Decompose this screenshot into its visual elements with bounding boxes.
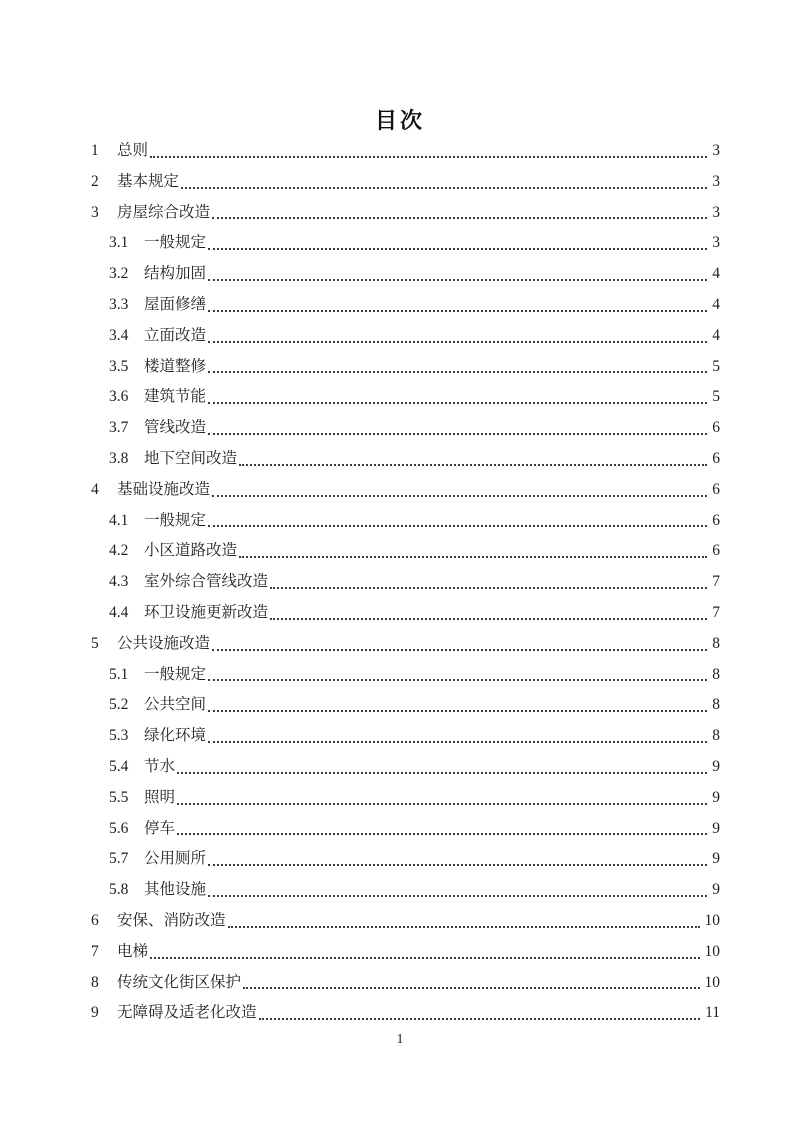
toc-entry-number: 4 bbox=[91, 480, 99, 498]
toc-entry[interactable] bbox=[91, 536, 720, 567]
toc-dot-leader bbox=[226, 906, 705, 937]
toc-entry[interactable] bbox=[91, 875, 720, 906]
toc-entry-number: 3.8 bbox=[109, 449, 129, 467]
toc-dot-leader bbox=[206, 290, 712, 321]
toc-dot-leader bbox=[206, 506, 712, 537]
toc-entry-number: 4.1 bbox=[109, 511, 129, 529]
toc-entry-number: 5.1 bbox=[109, 665, 129, 683]
toc-dot-leader bbox=[206, 228, 712, 259]
toc-entry-label: 一般规定 bbox=[144, 234, 207, 252]
toc-dot-leader bbox=[148, 136, 712, 167]
toc-entry-number: 9 bbox=[91, 1004, 99, 1022]
toc-entry-number: 5.7 bbox=[109, 850, 129, 868]
toc-entry-page-number: 5 bbox=[712, 388, 720, 406]
toc-entry-label: 绿化环境 bbox=[144, 727, 207, 745]
toc-entry-label: 结构加固 bbox=[144, 265, 207, 283]
toc-entry-page-number: 7 bbox=[712, 573, 720, 591]
toc-entry[interactable] bbox=[91, 198, 720, 229]
toc-list bbox=[91, 136, 720, 1029]
toc-entry-number: 6 bbox=[91, 911, 99, 929]
toc-dot-leader bbox=[175, 752, 712, 783]
toc-entry-label: 一般规定 bbox=[144, 511, 207, 529]
toc-entry[interactable] bbox=[91, 475, 720, 506]
toc-entry-page-number: 6 bbox=[712, 511, 720, 529]
toc-entry[interactable] bbox=[91, 444, 720, 475]
toc-entry-page-number: 4 bbox=[712, 265, 720, 283]
footer-page-number: 1 bbox=[396, 1032, 404, 1047]
toc-entry-number: 3.3 bbox=[109, 295, 129, 313]
toc-entry-number: 5.4 bbox=[109, 757, 129, 775]
toc-entry-label: 屋面修缮 bbox=[144, 295, 207, 313]
toc-entry-label: 节水 bbox=[144, 757, 176, 775]
toc-entry-page-number: 9 bbox=[712, 850, 720, 868]
toc-dot-leader bbox=[206, 875, 712, 906]
toc-dot-leader bbox=[237, 444, 712, 475]
toc-entry-page-number: 3 bbox=[712, 203, 720, 221]
toc-entry[interactable] bbox=[91, 506, 720, 537]
toc-entry-number: 1 bbox=[91, 142, 99, 159]
toc-entry[interactable] bbox=[91, 844, 720, 875]
toc-dot-leader bbox=[206, 690, 712, 721]
toc-dot-leader bbox=[237, 536, 712, 567]
toc-entry-page-number: 4 bbox=[712, 295, 720, 313]
toc-entry[interactable] bbox=[91, 598, 720, 629]
toc-entry-page-number: 8 bbox=[712, 634, 720, 652]
toc-entry[interactable] bbox=[91, 968, 720, 999]
toc-entry-page-number: 3 bbox=[712, 142, 720, 159]
toc-entry-number: 8 bbox=[91, 973, 99, 991]
toc-dot-leader bbox=[241, 968, 704, 999]
toc-entry[interactable] bbox=[91, 228, 720, 259]
toc-entry-label: 公用厕所 bbox=[144, 850, 207, 868]
toc-entry[interactable] bbox=[91, 783, 720, 814]
toc-entry-page-number: 9 bbox=[712, 788, 720, 806]
toc-entry-page-number: 9 bbox=[712, 819, 720, 837]
toc-dot-leader bbox=[148, 937, 704, 968]
toc-entry-label: 公共空间 bbox=[144, 696, 207, 714]
toc-entry-number: 5.5 bbox=[109, 788, 129, 806]
toc-entry-number: 7 bbox=[91, 942, 99, 960]
toc-entry-number: 2 bbox=[91, 172, 99, 190]
toc-entry[interactable] bbox=[91, 321, 720, 352]
toc-entry-page-number: 10 bbox=[704, 911, 720, 929]
toc-entry[interactable] bbox=[91, 413, 720, 444]
toc-entry-label: 传统文化街区保护 bbox=[117, 973, 242, 991]
toc-entry-number: 3.1 bbox=[109, 234, 129, 252]
toc-entry-number: 3.4 bbox=[109, 326, 129, 344]
toc-entry-label: 电梯 bbox=[117, 942, 149, 960]
toc-entry-page-number: 8 bbox=[712, 696, 720, 714]
toc-entry-number: 5.2 bbox=[109, 696, 129, 714]
toc-entry-page-number: 6 bbox=[712, 419, 720, 437]
toc-entry-page-number: 8 bbox=[712, 727, 720, 745]
toc-dot-leader bbox=[210, 629, 712, 660]
toc-entry-label: 地下空间改造 bbox=[144, 449, 238, 467]
toc-entry[interactable] bbox=[91, 660, 720, 691]
toc-entry-page-number: 10 bbox=[704, 942, 720, 960]
toc-entry-number: 5.8 bbox=[109, 881, 129, 899]
toc-entry[interactable] bbox=[91, 629, 720, 660]
toc-entry-label: 其他设施 bbox=[144, 881, 207, 899]
toc-entry[interactable] bbox=[91, 814, 720, 845]
toc-entry-label: 一般规定 bbox=[144, 665, 207, 683]
toc-entry[interactable] bbox=[91, 906, 720, 937]
toc-dot-leader bbox=[268, 567, 712, 598]
toc-entry-number: 3.2 bbox=[109, 265, 129, 283]
page-title: 目次 bbox=[374, 108, 425, 133]
toc-dot-leader bbox=[179, 167, 712, 198]
toc-entry-number: 5 bbox=[91, 634, 99, 652]
toc-dot-leader bbox=[175, 814, 712, 845]
toc-entry-label: 建筑节能 bbox=[144, 388, 207, 406]
toc-entry-label: 房屋综合改造 bbox=[117, 203, 211, 221]
toc-entry[interactable] bbox=[91, 690, 720, 721]
toc-entry-page-number: 3 bbox=[712, 172, 720, 190]
toc-entry-page-number: 9 bbox=[712, 757, 720, 775]
toc-entry-number: 4.3 bbox=[109, 573, 129, 591]
toc-dot-leader bbox=[206, 259, 712, 290]
toc-entry-label: 室外综合管线改造 bbox=[144, 573, 269, 591]
toc-entry[interactable] bbox=[91, 290, 720, 321]
toc-entry-label: 基本规定 bbox=[117, 172, 180, 190]
toc-dot-leader bbox=[206, 352, 712, 383]
toc-entry[interactable] bbox=[91, 752, 720, 783]
toc-entry-label: 环卫设施更新改造 bbox=[144, 603, 269, 621]
toc-entry-page-number: 9 bbox=[712, 881, 720, 899]
toc-entry-page-number: 10 bbox=[704, 973, 720, 991]
toc-entry-page-number: 6 bbox=[712, 542, 720, 560]
toc-dot-leader bbox=[175, 783, 712, 814]
toc-entry-label: 无障碍及适老化改造 bbox=[117, 1004, 257, 1022]
toc-dot-leader bbox=[206, 413, 712, 444]
toc-entry[interactable] bbox=[91, 136, 720, 167]
toc-entry-label: 小区道路改造 bbox=[144, 542, 238, 560]
toc-entry-label: 照明 bbox=[144, 788, 176, 806]
toc-entry-number: 3 bbox=[91, 203, 99, 221]
toc-entry-page-number: 11 bbox=[705, 1004, 720, 1022]
toc-entry[interactable] bbox=[91, 382, 720, 413]
toc-entry-page-number: 8 bbox=[712, 665, 720, 683]
toc-dot-leader bbox=[206, 321, 712, 352]
toc-entry-label: 停车 bbox=[144, 819, 176, 837]
toc-entry[interactable] bbox=[91, 567, 720, 598]
toc-entry-label: 立面改造 bbox=[144, 326, 207, 344]
toc-entry-page-number: 5 bbox=[712, 357, 720, 375]
toc-entry-number: 3.5 bbox=[109, 357, 129, 375]
toc-dot-leader bbox=[210, 198, 712, 229]
toc-entry[interactable] bbox=[91, 259, 720, 290]
toc-dot-leader bbox=[268, 598, 712, 629]
toc-entry-page-number: 4 bbox=[712, 326, 720, 344]
toc-entry-label: 公共设施改造 bbox=[117, 634, 211, 652]
toc-entry-page-number: 3 bbox=[712, 234, 720, 252]
toc-dot-leader bbox=[206, 382, 712, 413]
toc-dot-leader bbox=[206, 660, 712, 691]
toc-dot-leader bbox=[206, 844, 712, 875]
toc-entry[interactable] bbox=[91, 937, 720, 968]
toc-dot-leader bbox=[257, 998, 706, 1029]
toc-entry-label: 总则 bbox=[117, 142, 149, 159]
toc-entry-label: 安保、消防改造 bbox=[117, 911, 226, 929]
toc-entry-number: 3.6 bbox=[109, 388, 129, 406]
toc-entry-page-number: 6 bbox=[712, 449, 720, 467]
toc-dot-leader bbox=[206, 721, 712, 752]
toc-entry-number: 3.7 bbox=[109, 419, 129, 437]
toc-dot-leader bbox=[210, 475, 712, 506]
toc-entry-number: 4.4 bbox=[109, 603, 129, 621]
toc-entry-label: 管线改造 bbox=[144, 419, 207, 437]
toc-entry[interactable] bbox=[91, 998, 720, 1029]
toc-entry[interactable] bbox=[91, 167, 720, 198]
toc-entry[interactable] bbox=[91, 352, 720, 383]
toc-entry[interactable] bbox=[91, 721, 720, 752]
toc-entry-number: 5.3 bbox=[109, 727, 129, 745]
toc-entry-page-number: 6 bbox=[712, 480, 720, 498]
toc-entry-page-number: 7 bbox=[712, 603, 720, 621]
toc-entry-number: 5.6 bbox=[109, 819, 129, 837]
toc-entry-label: 楼道整修 bbox=[144, 357, 207, 375]
toc-entry-number: 4.2 bbox=[109, 542, 129, 560]
toc-entry-label: 基础设施改造 bbox=[117, 480, 211, 498]
